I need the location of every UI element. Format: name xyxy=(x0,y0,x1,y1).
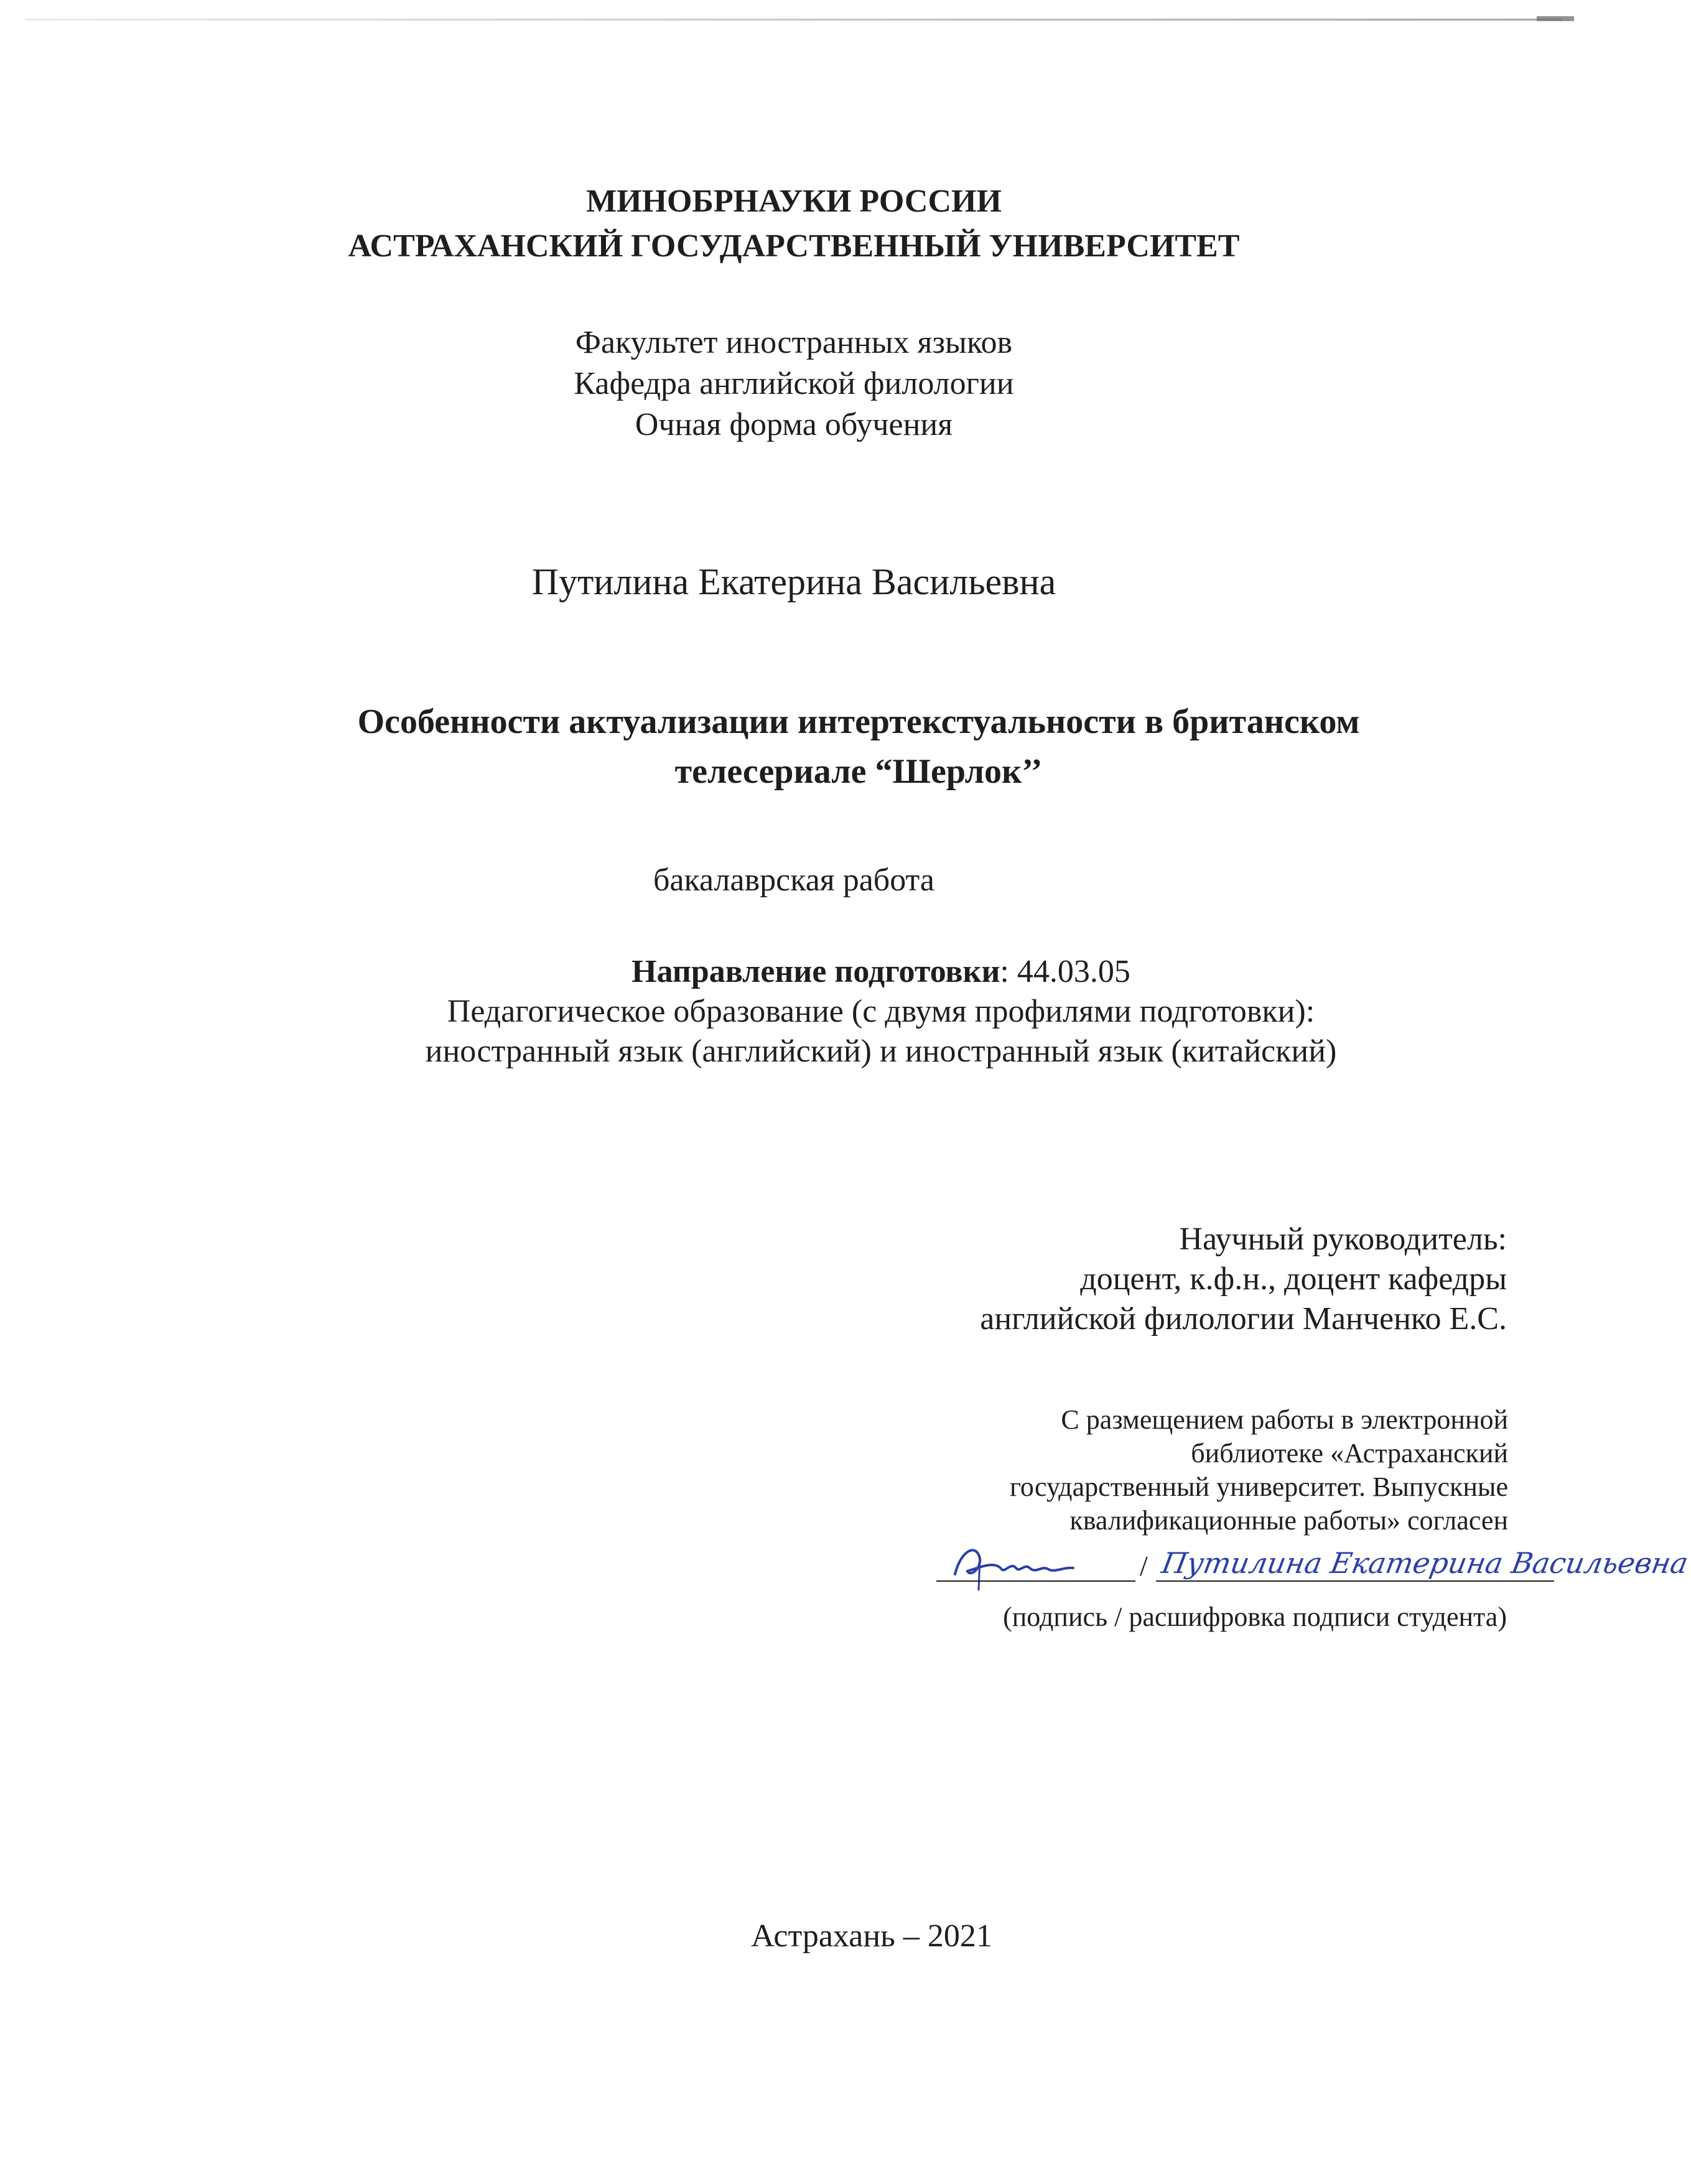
consent-block xyxy=(1010,1403,1508,1538)
consent-line2: библиотеке «Астраханский xyxy=(1191,1438,1508,1468)
direction-program-line1: Педагогическое образование (с двумя профилями подготовки): xyxy=(447,994,1315,1029)
supervisor-position: доцент, к.ф.н., доцент кафедры xyxy=(1080,1261,1507,1297)
author-name: Путилина Екатерина Васильевна xyxy=(531,561,1056,602)
direction-program-line2: иностранный язык (английский) и иностранный язык (китайский) xyxy=(425,1034,1337,1069)
study-form: Очная форма обучения xyxy=(635,407,953,442)
direction-heading xyxy=(87,952,1675,992)
direction-label: Направление подготовки xyxy=(631,954,1000,989)
thesis-title xyxy=(124,697,1593,796)
thesis-title-line2: телесериале “Шерлок’’ xyxy=(674,752,1043,791)
faculty-block xyxy=(0,322,1588,446)
name-underline xyxy=(1156,1580,1554,1582)
thesis-title-line1: Особенности актуализации интертекстуальности в британском xyxy=(357,702,1360,741)
scan-top-edge xyxy=(25,19,1562,21)
institution-header xyxy=(0,179,1588,269)
direction-code: : 44.03.05 xyxy=(1000,954,1130,989)
consent-line3: государственный университет. Выпускные xyxy=(1009,1472,1508,1502)
supervisor-name: английской филологии Манченко Е.С. xyxy=(980,1301,1507,1337)
supervisor-heading: Научный руководитель: xyxy=(1179,1221,1507,1257)
city-year-block xyxy=(78,1916,1665,1956)
scan-corner-mark xyxy=(1537,16,1574,21)
work-type: бакалаврская работа xyxy=(653,862,934,898)
handwritten-name: Путилина Екатерина Васильевна xyxy=(1159,1546,1691,1580)
handwritten-signature xyxy=(943,1537,1092,1593)
ministry-name: МИНОБРНАУКИ РОССИИ xyxy=(586,184,1002,219)
author-block xyxy=(0,557,1588,607)
signature-caption: (подпись / расшифровка подписи студента) xyxy=(1003,1602,1507,1632)
faculty-name: Факультет иностранных языков xyxy=(575,325,1013,360)
department-name: Кафедра английской филологии xyxy=(574,366,1014,401)
signature-slash: / xyxy=(1140,1550,1148,1582)
supervisor-block xyxy=(980,1220,1507,1339)
university-name: АСТРАХАНСКИЙ ГОСУДАРСТВЕННЫЙ УНИВЕРСИТЕТ xyxy=(348,228,1240,264)
direction-block xyxy=(87,952,1675,1071)
city-year: Астрахань – 2021 xyxy=(751,1918,992,1954)
work-type-block xyxy=(0,859,1588,902)
signature-underline xyxy=(936,1580,1135,1582)
consent-line1: С размещением работы в электронной xyxy=(1061,1404,1508,1435)
consent-line4: квалификационные работы» согласен xyxy=(1069,1505,1508,1536)
